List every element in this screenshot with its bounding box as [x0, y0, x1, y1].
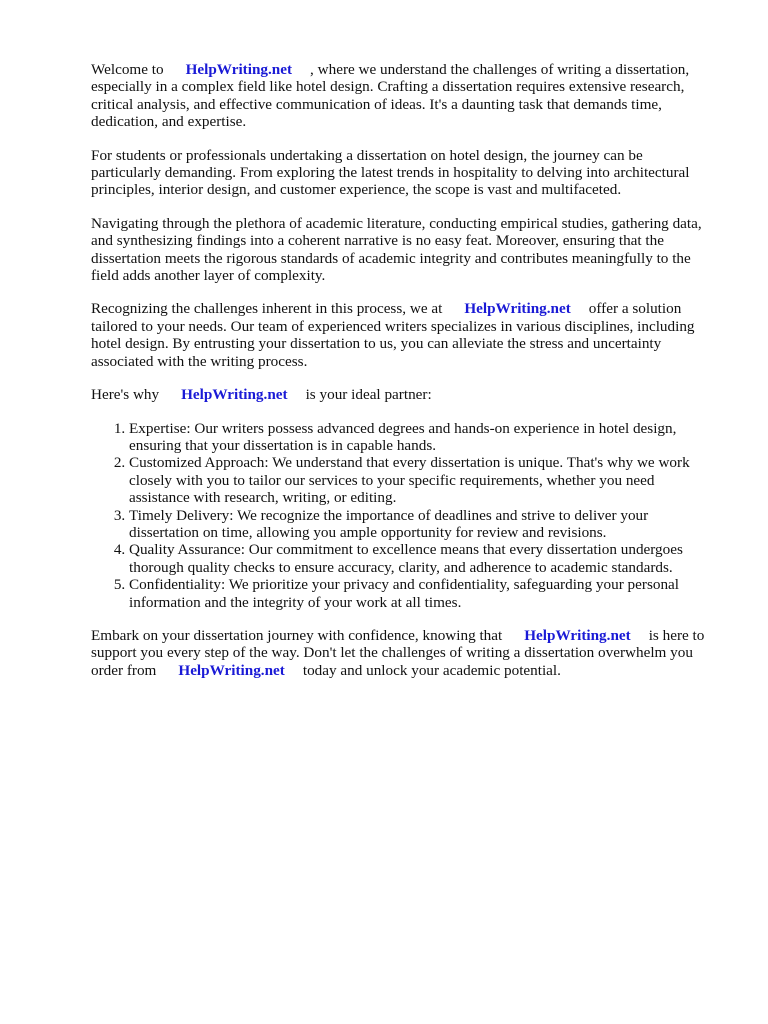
- list-item-timely: 3. Timely Delivery: We recognize the importance of deadlines and strive to deliver your dissertation on time, allowing you ample opportunity for review and revisions.: [129, 507, 711, 542]
- paragraph-why: [91, 386, 711, 403]
- reasons-list: [91, 420, 711, 611]
- paragraph-navigating: Navigating through the plethora of academic literature, conducting empirical studies, gathering data, and synthesizing findings into a coherent narrative is no easy feat. Moreover, ensuring that the dissertation meets the rigorous standards of academic integrity and contributes meaningfully to the field adds another layer of complexity.: [91, 214, 702, 285]
- paragraph-text: Recognizing the challenges inherent in this process, we at: [91, 300, 443, 318]
- paragraph-text: Here's why: [91, 386, 160, 404]
- paragraph-text: Embark on your dissertation journey with confidence, knowing that: [91, 626, 503, 644]
- paragraph-journey: For students or professionals undertaking a dissertation on hotel design, the journey can be particularly demanding. From exploring the latest trends in hospitality to delving into architectural principles, interior design, and customer experience, the scope is vast and multifaceted.: [91, 146, 690, 199]
- helpwriting-link[interactable]: HelpWriting.net: [464, 300, 571, 318]
- paragraph-solution: [91, 300, 711, 370]
- paragraph-welcome: [91, 61, 711, 131]
- helpwriting-link[interactable]: HelpWriting.net: [181, 386, 288, 404]
- list-item-quality: 4. Quality Assurance: Our commitment to excellence means that every dissertation undergoes thorough quality checks to ensure accuracy, clarity, and adherence to academic standards.: [129, 541, 711, 576]
- paragraph-text: is your ideal partner:: [305, 386, 432, 404]
- helpwriting-link[interactable]: HelpWriting.net: [185, 61, 293, 78]
- paragraph-text: Welcome to: [91, 61, 164, 78]
- paragraph-text: is here to support you every step of the way. Don't let the challenges of writing a dissertation overwhelm you order from: [91, 626, 705, 679]
- helpwriting-link[interactable]: HelpWriting.net: [178, 661, 285, 679]
- list-item-confidentiality: 5. Confidentiality: We prioritize your privacy and confidentiality, safeguarding your personal information and the integrity of your work at all times.: [129, 576, 711, 611]
- paragraph-embark: [91, 627, 711, 679]
- helpwriting-link[interactable]: HelpWriting.net: [524, 626, 631, 644]
- document-page: [91, 61, 711, 695]
- list-item-customized: 2. Customized Approach: We understand that every dissertation is unique. That's why we work closely with you to tailor our services to your specific requirements, whether you need assistance with research, writing, or editing.: [129, 454, 711, 506]
- paragraph-text: , where we understand the challenges of writing a dissertation, especially in a complex field like hotel design. Crafting a dissertation requires extensive research, critical analysis, and effective communication of ideas. It's a daunting task that demands time, dedication, and expertise.: [91, 61, 690, 131]
- paragraph-text: today and unlock your academic potential.: [302, 661, 561, 679]
- paragraph-text: offer a solution tailored to your needs. Our team of experienced writers specializes in various disciplines, including hotel design. By entrusting your dissertation to us, you can alleviate the stress and uncertainty associated with the writing process.: [91, 300, 695, 370]
- list-item-expertise: 1. Expertise: Our writers possess advanced degrees and hands-on experience in hotel design, ensuring that your dissertation is in capable hands.: [129, 420, 711, 455]
